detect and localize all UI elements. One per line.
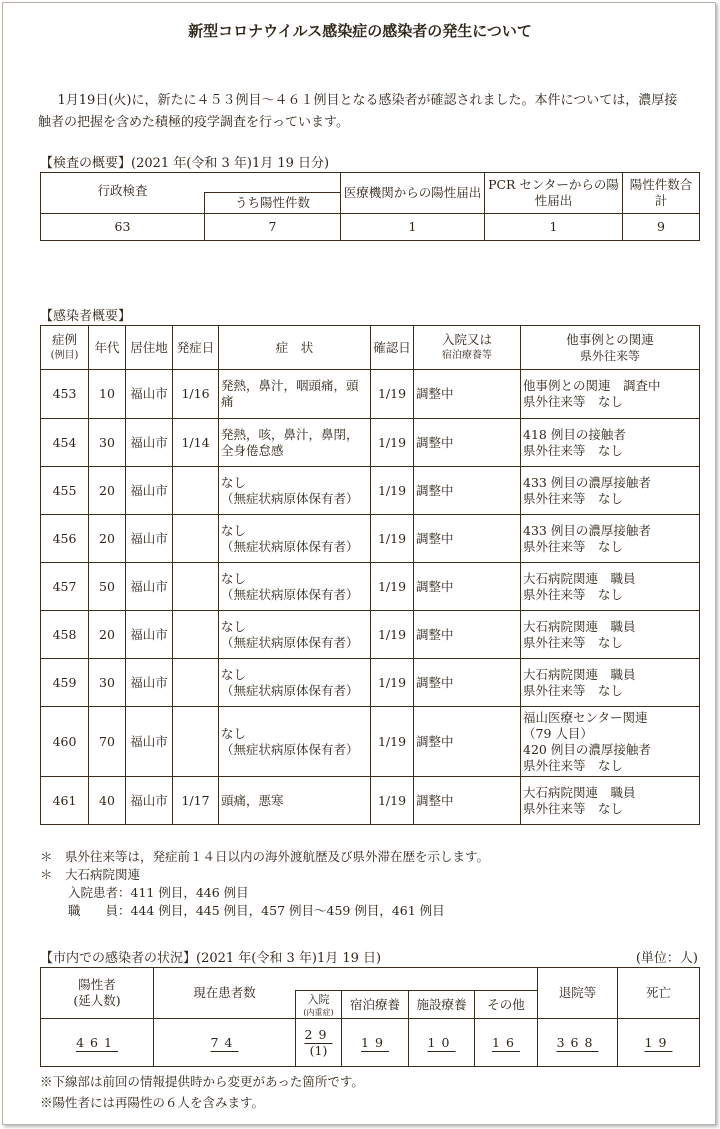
note-travel: ＊ 県外往来等は，発症前１４日以内の海外渡航歴及び県外滞在歴を示します。 bbox=[40, 849, 490, 864]
value-positive: 461 bbox=[76, 1034, 118, 1050]
cell-confirmed: 1/19 bbox=[371, 611, 414, 659]
value-positive-count: 7 bbox=[205, 214, 341, 241]
cell-relation: 433 例目の濃厚接触者 県外往来等 なし bbox=[521, 467, 700, 515]
cell-onset bbox=[173, 611, 219, 659]
cell-onset bbox=[173, 707, 219, 777]
note-staff: 職 員：444 例目，445 例目，457 例目～459 例目，461 例目 bbox=[68, 903, 445, 918]
cell-confirmed: 1/19 bbox=[371, 563, 414, 611]
value-medical-reports: 1 bbox=[341, 214, 485, 241]
cell-symptoms: なし （無症状病原体保有者） bbox=[219, 467, 371, 515]
cell-case: 454 bbox=[41, 419, 89, 467]
footnote-underline: ※下線部は前回の情報提供時から変更があった箇所です。 bbox=[40, 1074, 364, 1089]
city-status-caption: 【市内での感染者の状況】(2021 年(令和 3 年)1月 19 日) bbox=[40, 951, 382, 966]
cell-case: 453 bbox=[41, 370, 89, 419]
cell-residence: 福山市 bbox=[126, 659, 173, 707]
patients-caption: 【感染者概要】 bbox=[40, 309, 132, 324]
cell-age: 50 bbox=[89, 563, 126, 611]
cell-relation: 418 例目の接触者 県外往来等 なし bbox=[521, 419, 700, 467]
city-status-table bbox=[40, 967, 700, 1067]
cell-relation: 433 例目の濃厚接触者 県外往来等 なし bbox=[521, 515, 700, 563]
header-hospital: 入院 (内重症) bbox=[296, 991, 342, 1019]
cell-residence: 福山市 bbox=[126, 515, 173, 563]
header-positive: 陽性者 (延人数) bbox=[41, 968, 154, 1019]
cell-symptoms: 発熱，鼻汁，咽頭痛，頭痛 bbox=[219, 370, 371, 419]
cell-residence: 福山市 bbox=[126, 370, 173, 419]
header-discharged: 退院等 bbox=[538, 968, 618, 1019]
cell-age: 70 bbox=[89, 707, 126, 777]
cell-status: 調整中 bbox=[414, 611, 521, 659]
cell-symptoms: なし （無症状病原体保有者） bbox=[219, 659, 371, 707]
cell-relation: 大石病院関連 職員 県外往来等 なし bbox=[521, 659, 700, 707]
value-hospital-severe: (1) bbox=[309, 1042, 328, 1058]
value-pcr-center: 1 bbox=[485, 214, 623, 241]
cell-symptoms: なし （無症状病原体保有者） bbox=[219, 707, 371, 777]
note-oishi: ＊ 大石病院関連 bbox=[40, 867, 141, 882]
cell-residence: 福山市 bbox=[126, 611, 173, 659]
header-facility: 施設療養 bbox=[409, 991, 475, 1019]
cell-onset bbox=[173, 515, 219, 563]
cell-onset bbox=[173, 563, 219, 611]
cell-age: 40 bbox=[89, 777, 126, 825]
header-deaths: 死亡 bbox=[618, 968, 700, 1019]
cell-onset: 1/17 bbox=[173, 777, 219, 825]
cell-age: 20 bbox=[89, 515, 126, 563]
cell-residence: 福山市 bbox=[126, 707, 173, 777]
test-summary-table bbox=[40, 172, 705, 241]
value-hospital: 29 bbox=[304, 1026, 333, 1042]
cell-age: 20 bbox=[89, 611, 126, 659]
cell-relation: 他事例との関連 調査中 県外往来等 なし bbox=[521, 370, 700, 419]
patient-row bbox=[41, 515, 700, 563]
patient-row bbox=[41, 467, 700, 515]
unit-label: (単位：人) bbox=[635, 951, 698, 966]
header-symptoms: 症 状 bbox=[219, 326, 371, 370]
header-admin-test: 行政検査 bbox=[41, 173, 205, 214]
cell-age: 30 bbox=[89, 659, 126, 707]
value-facility: 10 bbox=[427, 1034, 456, 1050]
header-hotel: 宿泊療養 bbox=[342, 991, 409, 1019]
cell-status: 調整中 bbox=[414, 707, 521, 777]
cell-case: 459 bbox=[41, 659, 89, 707]
value-deaths: 19 bbox=[644, 1034, 673, 1050]
header-other: その他 bbox=[475, 991, 538, 1019]
cell-status: 調整中 bbox=[414, 515, 521, 563]
header-medical-reports: 医療機関からの陽性届出 bbox=[341, 173, 485, 214]
patient-row bbox=[41, 563, 700, 611]
cell-status: 調整中 bbox=[414, 467, 521, 515]
cell-confirmed: 1/19 bbox=[371, 707, 414, 777]
cell-symptoms: なし （無症状病原体保有者） bbox=[219, 563, 371, 611]
cell-status: 調整中 bbox=[414, 419, 521, 467]
note-inpatients: 入院患者：411 例目，446 例目 bbox=[68, 885, 249, 900]
patient-row bbox=[41, 611, 700, 659]
patient-row bbox=[41, 707, 700, 777]
cell-case: 456 bbox=[41, 515, 89, 563]
header-positive-count: うち陽性件数 bbox=[205, 193, 341, 214]
patients-table bbox=[40, 325, 700, 825]
cell-residence: 福山市 bbox=[126, 777, 173, 825]
cell-confirmed: 1/19 bbox=[371, 370, 414, 419]
cell-case: 455 bbox=[41, 467, 89, 515]
notes bbox=[40, 848, 489, 920]
value-other: 16 bbox=[492, 1034, 520, 1050]
cell-relation: 大石病院関連 職員 県外往来等 なし bbox=[521, 777, 700, 825]
footnotes bbox=[40, 1071, 364, 1113]
value-hotel: 19 bbox=[361, 1034, 389, 1050]
cell-case: 458 bbox=[41, 611, 89, 659]
cell-residence: 福山市 bbox=[126, 419, 173, 467]
cell-status: 調整中 bbox=[414, 563, 521, 611]
patient-row bbox=[41, 370, 700, 419]
cell-symptoms: なし （無症状病原体保有者） bbox=[219, 515, 371, 563]
cell-case: 460 bbox=[41, 707, 89, 777]
cell-age: 10 bbox=[89, 370, 126, 419]
cell-relation: 福山医療センター関連 （79 人目） 420 例目の濃厚接触者 県外往来等 なし bbox=[521, 707, 700, 777]
cell-status: 調整中 bbox=[414, 370, 521, 419]
cell-onset: 1/16 bbox=[173, 370, 219, 419]
patient-row bbox=[41, 777, 700, 825]
cell-residence: 福山市 bbox=[126, 467, 173, 515]
header-pcr-center: PCR センターからの陽性届出 bbox=[485, 173, 623, 214]
cell-relation: 大石病院関連 職員 県外往来等 なし bbox=[521, 563, 700, 611]
cell-confirmed: 1/19 bbox=[371, 777, 414, 825]
header-confirmed: 確認日 bbox=[371, 326, 414, 370]
header-relation: 他事例との関連 県外往来等 bbox=[521, 326, 700, 370]
test-summary-caption: 【検査の概要】(2021 年(令和 3 年)1月 19 日分) bbox=[40, 156, 330, 171]
cell-case: 461 bbox=[41, 777, 89, 825]
cell-confirmed: 1/19 bbox=[371, 419, 414, 467]
cell-confirmed: 1/19 bbox=[371, 467, 414, 515]
cell-symptoms: 発熱，咳，鼻汁，鼻閉，全身倦怠感 bbox=[219, 419, 371, 467]
header-current: 現在患者数 bbox=[154, 968, 296, 1019]
value-admin-test: 63 bbox=[41, 214, 205, 241]
header-case: 症例 (例目) bbox=[41, 326, 89, 370]
cell-confirmed: 1/19 bbox=[371, 659, 414, 707]
cell-symptoms: なし （無症状病原体保有者） bbox=[219, 611, 371, 659]
header-status: 入院又は 宿泊療養等 bbox=[414, 326, 521, 370]
cell-onset: 1/14 bbox=[173, 419, 219, 467]
cell-status: 調整中 bbox=[414, 777, 521, 825]
cell-age: 30 bbox=[89, 419, 126, 467]
header-residence: 居住地 bbox=[126, 326, 173, 370]
header-onset: 発症日 bbox=[173, 326, 219, 370]
patient-row bbox=[41, 659, 700, 707]
cell-confirmed: 1/19 bbox=[371, 515, 414, 563]
cell-onset bbox=[173, 467, 219, 515]
cell-case: 457 bbox=[41, 563, 89, 611]
patient-row bbox=[41, 419, 700, 467]
footnote-repositive: ※陽性者には再陽性の６人を含みます。 bbox=[40, 1095, 265, 1110]
header-age: 年代 bbox=[89, 326, 126, 370]
page-title: 新型コロナウイルス感染症の感染者の発生について bbox=[188, 22, 532, 40]
value-discharged: 368 bbox=[556, 1034, 599, 1050]
cell-status: 調整中 bbox=[414, 659, 521, 707]
cell-residence: 福山市 bbox=[126, 563, 173, 611]
intro-paragraph: 1月19日(火)に，新たに４５３例目～４６１例目となる感染者が確認されました。本件については，濃厚接触者の把握を含めた積極的疫学調査を行っています。 bbox=[38, 93, 678, 130]
cell-onset bbox=[173, 659, 219, 707]
header-positive-total: 陽性件数合 計 bbox=[623, 173, 700, 214]
cell-age: 20 bbox=[89, 467, 126, 515]
cell-symptoms: 頭痛，悪寒 bbox=[219, 777, 371, 825]
cell-relation: 大石病院関連 職員 県外往来等 なし bbox=[521, 611, 700, 659]
value-positive-total: 9 bbox=[623, 214, 700, 241]
value-current: 74 bbox=[210, 1034, 239, 1050]
